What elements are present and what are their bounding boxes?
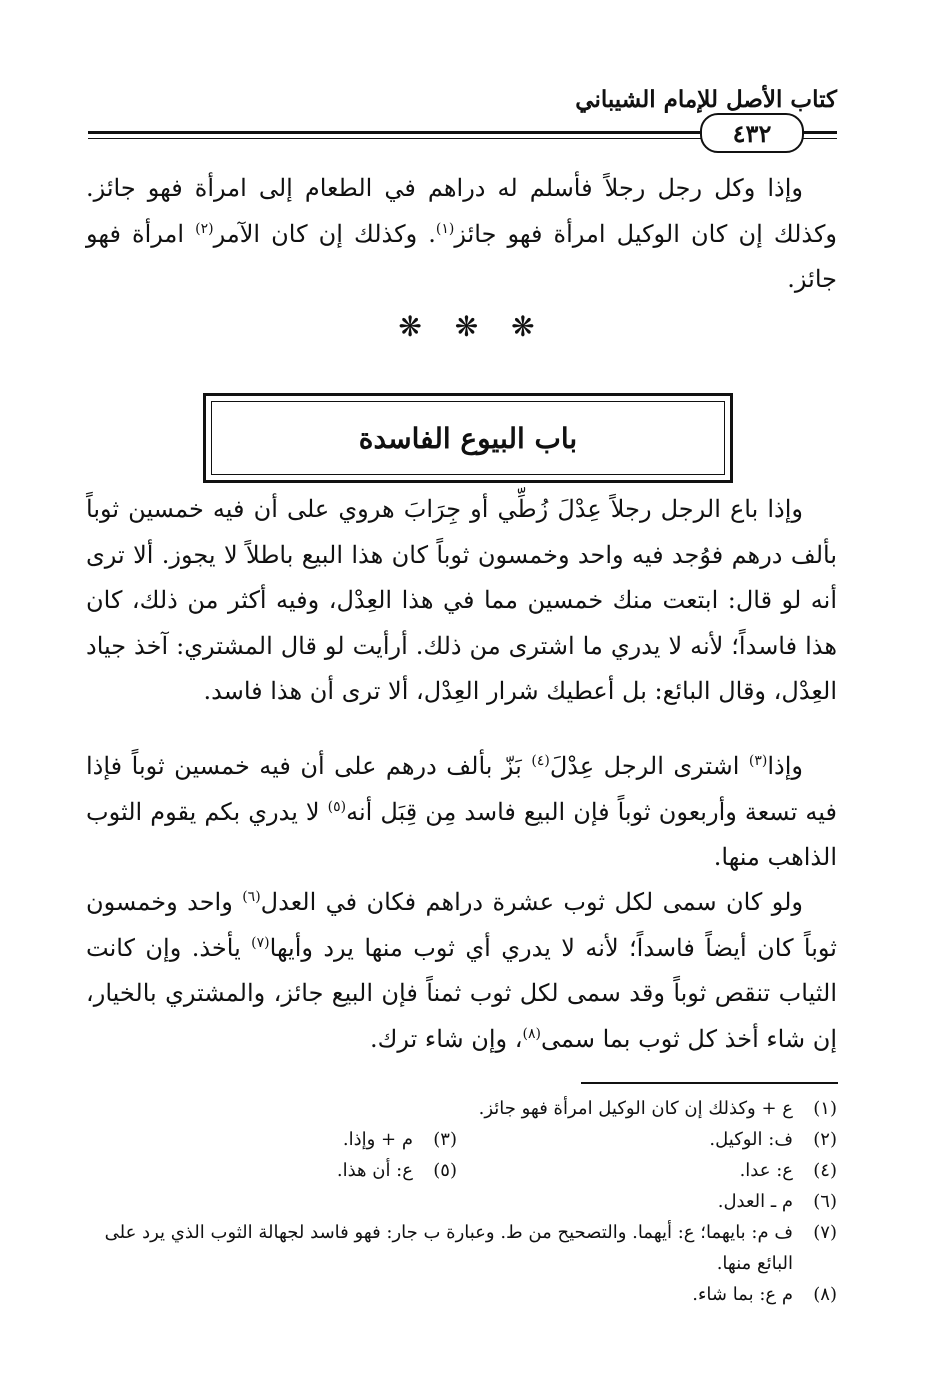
p2-text-3: بَزّ بألف درهم على أن فيه خمسين ثوباً فإذا فيه تسعة وأربعون ثوباً فإن البيع فاسد مِن قِبَل أنه [86,752,837,826]
running-title: كتاب الأصل للإمام الشيباني [575,86,837,113]
footnote-ref-2: (٢) [195,220,214,237]
intro-text-1: وإذا وكل رجل رجلاً فأسلم له دراهم في الطعام إلى امرأة فهو جائز. وكذلك إن كان الوكيل امرأة فهو جائز [86,174,837,248]
footnote-text: م ـ العدل. [717,1191,793,1212]
footnote-number: (٢) [813,1129,837,1150]
footnote-text: م ع: بما شاء. [692,1284,793,1305]
footnote-3 [343,1124,457,1155]
footnote-number: (٤) [813,1160,837,1181]
footnote-text: ف: الوكيل. [709,1129,793,1150]
footnote-number: (٣) [433,1129,457,1150]
footnote-text: ع: أن هذا. [336,1160,413,1181]
p2-text-2: اشترى الرجل عِدْلَ [549,752,749,780]
footnote-text: ع + وكذلك إن كان الوكيل امرأة فهو جائز. [478,1098,793,1119]
footnote-number: (١) [813,1098,837,1119]
intro-text-2: . وكذلك إن كان الآمر [213,219,436,248]
footnote-ref-1: (١) [435,220,455,237]
paragraph-1 [86,487,837,715]
footnote-row-4-5 [86,1155,837,1186]
p3-text-2: واحد وخمسون ثوباً كان أيضاً فاسداً؛ لأنه لا يدري أي ثوب منها يرد وأيها [86,888,837,962]
footnote-8 [86,1279,837,1310]
footnote-1 [86,1093,837,1124]
footnote-row-2-3 [86,1124,837,1155]
footnote-ref-5: (٥) [327,798,347,815]
paragraph-3 [86,880,837,1062]
footnote-ref-3: (٣) [748,753,768,769]
p2-text-1: وإذا [767,752,803,780]
footnote-number: (٧) [813,1222,837,1243]
p2-text-4: لا يدري بكم يقوم الثوب الذاهب منها. [86,797,837,871]
footnote-6 [86,1186,837,1217]
footnote-text: ف م: بايهما؛ ع: أيهما. والتصحيح من ط. وعبارة ب جار: فهو فاسد لجهالة الثوب الذي يرد على البائع منها. [104,1222,793,1274]
footnote-7 [86,1217,837,1279]
footnotes [86,1093,837,1310]
page-number-badge [700,113,804,153]
footnote-2 [457,1124,837,1155]
p3-text-4: ، وإن شاء ترك. [369,1024,523,1053]
footnote-5 [337,1155,457,1186]
footnote-ref-4: (٤) [531,753,550,769]
footnote-rule [581,1082,838,1084]
chapter-title: باب البيوع الفاسدة [358,421,578,455]
chapter-title-frame [203,393,733,483]
page-number: ٤٣٢ [732,118,772,148]
footnote-ref-7: (٧) [251,934,270,951]
intro-text-3: امرأة فهو جائز. [86,219,837,293]
footnote-text: م + وإذا. [342,1129,413,1150]
footnote-ref-6: (٦) [242,889,261,905]
paragraph-2 [86,744,837,881]
p3-text-1: ولو كان سمى لكل ثوب عشرة دراهم فكان في العدل [260,888,803,916]
footnote-number: (٨) [813,1284,837,1305]
footnote-text: ع: عدا. [739,1160,793,1181]
ornament-separator: ❋ ❋ ❋ [398,310,547,343]
footnote-ref-8: (٨) [522,1025,541,1042]
footnote-number: (٦) [813,1191,837,1212]
intro-paragraph [86,166,837,303]
paragraph-1-text: وإذا باع الرجل رجلاً عِدْلَ زُطِّي أو جِرَابَ هروي على أن فيه خمسين ثوباً بألف درهم فوُجد فيه واحد وخمسون ثوباً كان هذا البيع باطلاً لا يجوز. ألا ترى أنه لو قال: ابتعت منك خمسين مما في هذا العِدْل، وفيه أكثر من ذلك، كان هذا فاسداً؛ لأنه لا يدري ما اشترى من ذلك. أرأيت لو قال المشتري: آخذ جياد العِدْل، وقال البائع: بل أعطيك شرار العِدْل، ألا ترى أن هذا فاسد. [86,495,837,705]
p3-text-3: يأخذ. وإن كانت الثياب تنقص ثوباً وقد سمى لكل ثوب ثمناً فإن البيع جائز، والمشتري بالخيار، إن شاء أخذ كل ثوب بما سمى [86,933,837,1053]
footnote-4 [457,1155,837,1186]
footnote-number: (٥) [433,1160,457,1181]
